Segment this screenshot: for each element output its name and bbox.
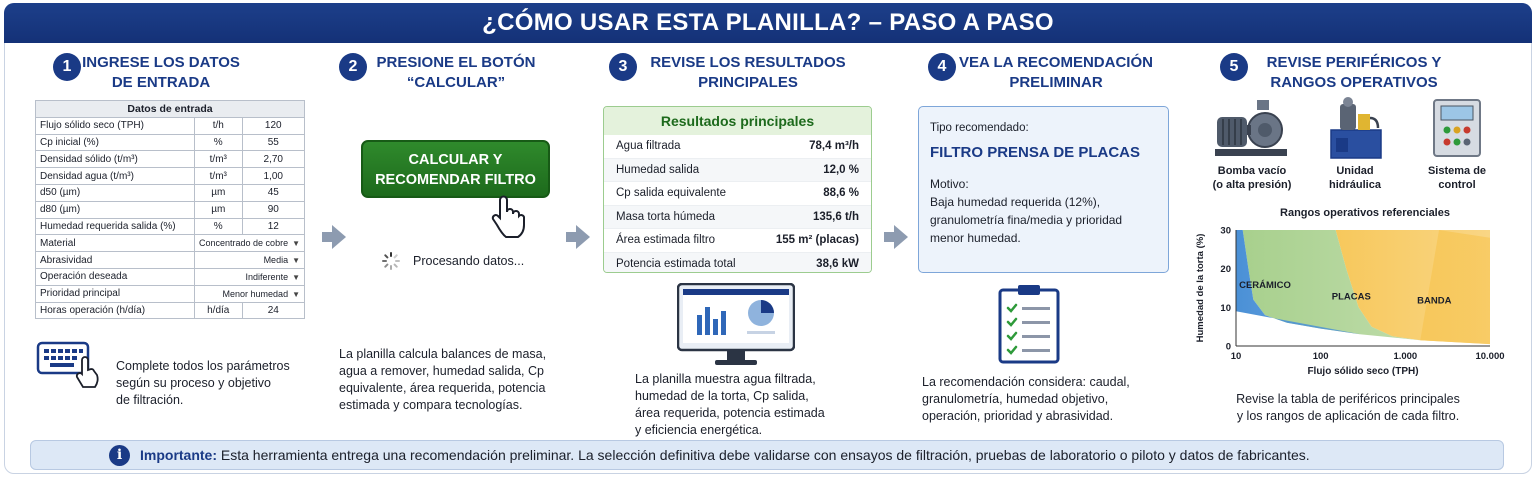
row-label: Horas operación (h/día) bbox=[36, 302, 195, 319]
arrow-right-icon bbox=[894, 225, 908, 249]
chevron-down-icon: ▼ bbox=[292, 289, 300, 299]
row-unit: h/día bbox=[195, 302, 242, 319]
monitor-dashboard-icon bbox=[677, 283, 795, 367]
results-header: Resultados principales bbox=[604, 107, 871, 135]
row-label: Densidad sólido (t/m³) bbox=[36, 151, 195, 168]
chart-y-tick-label: 0 bbox=[1225, 341, 1231, 353]
chart-y-label: Humedad de la torta (%) bbox=[1195, 233, 1206, 343]
step-4-title: VEA LA RECOMENDACIÓN PRELIMINAR bbox=[959, 54, 1153, 91]
row-value-input[interactable]: 55 bbox=[242, 134, 305, 151]
recommended-filter-type: FILTRO PRENSA DE PLACAS bbox=[930, 144, 1141, 161]
note-label: Importante: bbox=[140, 447, 217, 463]
hydraulic-unit-icon bbox=[1328, 96, 1384, 160]
table-row bbox=[36, 184, 305, 201]
row-label: Densidad agua (t/m³) bbox=[36, 168, 195, 185]
calculate-button[interactable]: CALCULAR Y RECOMENDAR FILTRO bbox=[361, 140, 550, 198]
peripheral-label: Unidad hidráulica bbox=[1329, 165, 1381, 191]
vacuum-pump-icon bbox=[1213, 97, 1289, 159]
chart-region-label: BANDA bbox=[1417, 295, 1452, 307]
row-value-input[interactable]: 1,00 bbox=[242, 168, 305, 185]
step-1-title: INGRESE LOS DATOS DE ENTRADA bbox=[82, 54, 240, 91]
table-row bbox=[36, 252, 305, 269]
input-data-table bbox=[35, 100, 305, 319]
result-row: Potencia estimada total 38,6 kW bbox=[604, 253, 871, 274]
recommendation-reason: Motivo: Baja humedad requerida (12%), granulometría fina/media y prioridad menor humedad. bbox=[930, 177, 1123, 245]
chart-title: Rangos operativos referenciales bbox=[1280, 207, 1450, 219]
row-label: Operación deseada bbox=[36, 268, 195, 285]
table-row bbox=[36, 134, 305, 151]
step-3-title: REVISE LOS RESULTADOS PRINCIPALES bbox=[650, 54, 846, 91]
clipboard-checklist-icon bbox=[998, 284, 1062, 364]
step-5-title: REVISE PERIFÉRICOS Y RANGOS OPERATIVOS bbox=[1266, 54, 1442, 91]
recommendation-panel bbox=[918, 106, 1169, 273]
processing-status: Procesando datos... bbox=[413, 254, 525, 268]
operating-ranges-chart bbox=[1190, 218, 1520, 384]
table-row bbox=[36, 285, 305, 302]
step-2-description: La planilla calcula balances de masa, agua a remover, humedad salida, Cp equivalente, área requerida, potencia estimada y compara tecnologías. bbox=[339, 347, 547, 412]
step-5-number: 5 bbox=[1220, 53, 1248, 81]
row-unit: µm bbox=[195, 184, 242, 201]
recommendation-label: Tipo recomendado: bbox=[930, 122, 1029, 134]
step-1-description: Complete todos los parámetros según su proceso y objetivo de filtración. bbox=[116, 359, 290, 407]
step-5-description: Revise la tabla de periféricos principales y los rangos de aplicación de cada filtro. bbox=[1236, 392, 1460, 423]
row-unit: t/m³ bbox=[195, 151, 242, 168]
row-label: Flujo sólido seco (TPH) bbox=[36, 117, 195, 134]
results-panel bbox=[603, 106, 872, 273]
step-4-description: La recomendación considera: caudal, granulometría, humedad objetivo, operación, prioridad y abrasividad. bbox=[922, 375, 1130, 423]
row-value-input[interactable]: 2,70 bbox=[242, 151, 305, 168]
material-select[interactable]: Concentrado de cobre ▼ bbox=[195, 235, 305, 252]
arrow-right-icon bbox=[322, 232, 332, 242]
step-2-title: PRESIONE EL BOTÓN “CALCULAR” bbox=[376, 54, 536, 91]
chart-x-tick-label: 10 bbox=[1230, 351, 1242, 362]
table-row bbox=[36, 168, 305, 185]
table-row bbox=[36, 218, 305, 235]
peripheral-label: Bomba vacío (o alta presión) bbox=[1212, 165, 1292, 191]
row-label: Cp inicial (%) bbox=[36, 134, 195, 151]
table-row bbox=[36, 201, 305, 218]
result-row: Humedad salida 12,0 % bbox=[604, 159, 871, 183]
row-label: Material bbox=[36, 235, 195, 252]
chart-y-tick-label: 10 bbox=[1220, 302, 1231, 314]
chart-region-label: CERÁMICO bbox=[1239, 280, 1291, 291]
row-unit: % bbox=[195, 134, 242, 151]
pointer-hand-icon bbox=[490, 194, 526, 238]
info-icon: i bbox=[109, 445, 130, 466]
arrow-right-icon bbox=[576, 225, 590, 249]
row-label: Prioridad principal bbox=[36, 285, 195, 302]
chart-x-label: Flujo sólido seco (TPH) bbox=[1307, 366, 1419, 377]
table-row bbox=[36, 235, 305, 252]
step-3-number: 3 bbox=[609, 53, 637, 81]
row-unit: % bbox=[195, 218, 242, 235]
chevron-down-icon: ▼ bbox=[292, 256, 300, 266]
step-4-number: 4 bbox=[928, 53, 956, 81]
peripheral-label: Sistema de control bbox=[1427, 165, 1487, 191]
keyboard-icon bbox=[36, 340, 104, 392]
step-1-number: 1 bbox=[53, 53, 81, 81]
chart-x-tick-label: 100 bbox=[1312, 351, 1329, 362]
prioridad-select[interactable]: Menor humedad ▼ bbox=[195, 285, 305, 302]
operacion-select[interactable]: Indiferente ▼ bbox=[195, 268, 305, 285]
chevron-down-icon: ▼ bbox=[292, 272, 300, 282]
input-table-header: Datos de entrada bbox=[36, 101, 305, 118]
row-value-input[interactable]: 120 bbox=[242, 117, 305, 134]
row-label: Abrasividad bbox=[36, 252, 195, 269]
step-2-number: 2 bbox=[339, 53, 367, 81]
abrasividad-select[interactable]: Media ▼ bbox=[195, 252, 305, 269]
arrow-right-icon bbox=[566, 232, 576, 242]
control-panel-icon bbox=[1432, 98, 1482, 158]
loading-spinner-icon bbox=[382, 252, 400, 270]
row-unit: µm bbox=[195, 201, 242, 218]
row-unit: t/m³ bbox=[195, 168, 242, 185]
result-row: Cp salida equivalente 88,6 % bbox=[604, 182, 871, 206]
chart-y-tick-label: 20 bbox=[1220, 264, 1231, 276]
chart-region-label: PLACAS bbox=[1331, 291, 1371, 303]
important-note bbox=[30, 440, 1504, 470]
table-row bbox=[36, 117, 305, 134]
chart-y-tick-label: 30 bbox=[1220, 225, 1231, 237]
arrow-right-icon bbox=[884, 232, 894, 242]
step-3-description: La planilla muestra agua filtrada, humedad de la torta, Cp salida, área requerida, potencia estimada y eficiencia energética. bbox=[635, 372, 825, 437]
note-text: Esta herramienta entrega una recomendación preliminar. La selección definitiva debe validarse con ensayos de filtración, pruebas de laboratorio o piloto y datos de fabricantes. bbox=[217, 447, 1310, 463]
result-row: Área estimada filtro 155 m² (placas) bbox=[604, 229, 871, 253]
row-value-input[interactable]: 90 bbox=[242, 201, 305, 218]
table-row bbox=[36, 302, 305, 319]
row-value-input[interactable]: 45 bbox=[242, 184, 305, 201]
page-title: ¿CÓMO USAR ESTA PLANILLA? – PASO A PASO bbox=[4, 3, 1532, 43]
row-value-input[interactable]: 24 bbox=[242, 302, 305, 319]
chevron-down-icon: ▼ bbox=[292, 239, 300, 249]
chart-x-tick-label: 1.000 bbox=[1393, 351, 1418, 362]
chart-x-tick-label: 10.000 bbox=[1475, 351, 1505, 362]
row-label: Humedad requerida salida (%) bbox=[36, 218, 195, 235]
row-value-input[interactable]: 12 bbox=[242, 218, 305, 235]
row-label: d50 (µm) bbox=[36, 184, 195, 201]
table-row bbox=[36, 151, 305, 168]
table-row bbox=[36, 268, 305, 285]
result-row: Agua filtrada 78,4 m³/h bbox=[604, 135, 871, 159]
row-label: d80 (µm) bbox=[36, 201, 195, 218]
row-unit: t/h bbox=[195, 117, 242, 134]
arrow-right-icon bbox=[332, 225, 346, 249]
result-row: Masa torta húmeda 135,6 t/h bbox=[604, 206, 871, 230]
